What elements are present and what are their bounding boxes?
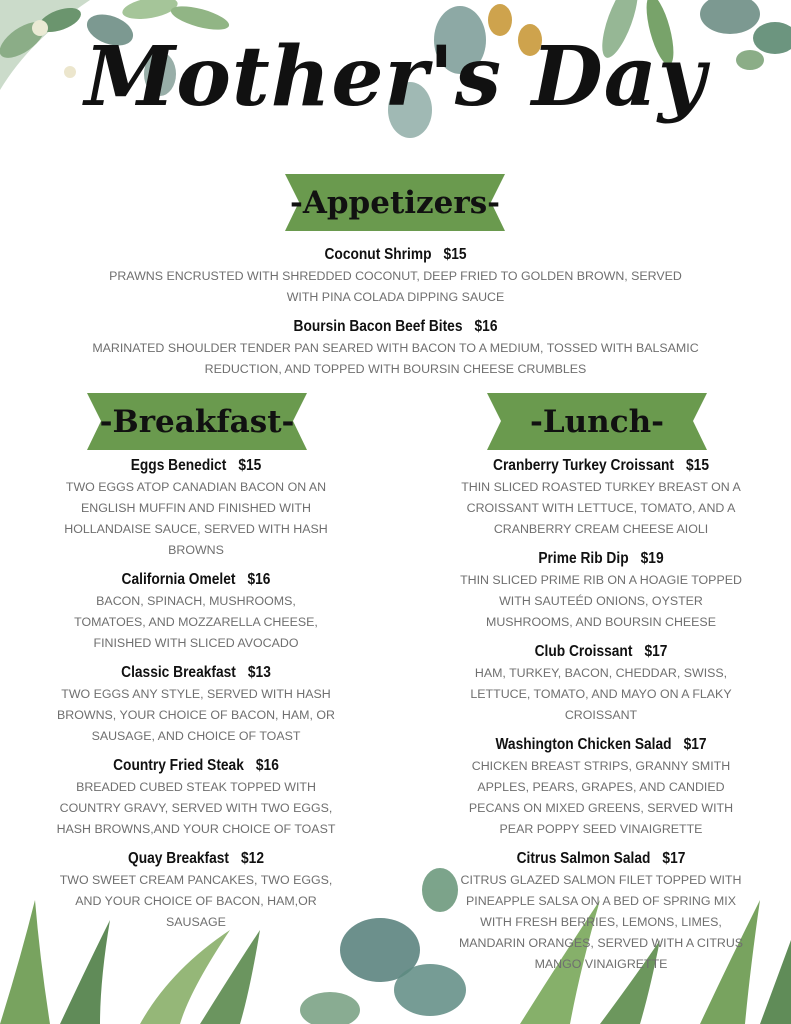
item-price: $15 [443, 246, 467, 263]
menu-item [56, 662, 336, 747]
menu-item [456, 548, 746, 633]
item-description: CITRUS GLAZED SALMON FILET TOPPED WITH PINEAPPLE SALSA ON A BED OF SPRING MIX WITH FRESH BERRIES, LEMONS, LIMES, MANDARIN ORANGES, SERVED WITH A CITRUS MANGO VINAIGRETTE [458, 873, 744, 971]
item-description: THIN SLICED PRIME RIB ON A HOAGIE TOPPED WITH SAUTEÉD ONIONS, OYSTER MUSHROOMS, AND BOURSIN CHEESE [460, 573, 742, 629]
menu-item [456, 641, 746, 726]
item-price: $15 [686, 457, 709, 474]
breakfast-heading: -Breakfast- [99, 403, 295, 440]
item-price: $12 [241, 850, 264, 867]
item-description: TWO EGGS ATOP CANADIAN BACON ON AN ENGLISH MUFFIN AND FINISHED WITH HOLLANDAISE SAUCE, SERVED WITH HASH BROWNS [64, 480, 328, 557]
item-name: Quay Breakfast [128, 850, 229, 867]
appetizers-banner [285, 174, 505, 231]
item-price: $16 [255, 757, 279, 774]
menu-item [56, 755, 336, 840]
menu-item [56, 569, 336, 654]
lunch-banner [487, 393, 707, 450]
appetizers-heading: -Appetizers- [289, 184, 501, 221]
item-price: $16 [247, 571, 271, 588]
lunch-heading: -Lunch- [529, 403, 665, 440]
item-name: Club Croissant [534, 643, 633, 660]
item-description: BREADED CUBED STEAK TOPPED WITH COUNTRY GRAVY, SERVED WITH TWO EGGS, HASH BROWNS,AND YOUR CHOICE OF TOAST [56, 780, 336, 836]
item-name: Boursin Bacon Beef Bites [293, 318, 463, 335]
item-price: $17 [644, 643, 668, 660]
item-description: TWO EGGS ANY STYLE, SERVED WITH HASH BROWNS, YOUR CHOICE OF BACON, HAM, OR SAUSAGE, AND CHOICE OF TOAST [57, 687, 335, 743]
breakfast-section [56, 455, 336, 933]
menu-item [456, 848, 746, 975]
lunch-section [456, 455, 746, 975]
item-description: THIN SLICED ROASTED TURKEY BREAST ON A CROISSANT WITH LETTUCE, TOMATO, AND A CRANBERRY CREAM CHEESE AIOLI [461, 480, 741, 536]
item-description: HAM, TURKEY, BACON, CHEDDAR, SWISS, LETTUCE, TOMATO, AND MAYO ON A FLAKY CROISSANT [470, 666, 732, 722]
item-name: Eggs Benedict [130, 457, 227, 474]
item-price: $19 [640, 550, 664, 567]
item-description: BACON, SPINACH, MUSHROOMS, TOMATOES, AND MOZZARELLA CHEESE, FINISHED WITH SLICED AVOCADO [74, 594, 318, 650]
page-title: Mother's Day [84, 29, 707, 125]
item-description: CHICKEN BREAST STRIPS, GRANNY SMITH APPLES, PEARS, GRAPES, AND CANDIED PECANS ON MIXED GREENS, SERVED WITH PEAR POPPY SEED VINAIGRETTE [468, 759, 734, 836]
item-name: Cranberry Turkey Croissant [493, 457, 674, 474]
item-name: Classic Breakfast [121, 664, 236, 681]
item-price: $17 [683, 736, 707, 753]
item-price: $17 [662, 850, 686, 867]
item-description: PRAWNS ENCRUSTED WITH SHREDDED COCONUT, DEEP FRIED TO GOLDEN BROWN, SERVED WITH PINA COLADA DIPPING SAUCE [109, 269, 682, 304]
item-name: California Omelet [121, 571, 236, 588]
item-price: $13 [247, 664, 271, 681]
item-price: $16 [474, 318, 498, 335]
item-description: MARINATED SHOULDER TENDER PAN SEARED WITH BACON TO A MEDIUM, TOSSED WITH BALSAMIC REDUCTION, AND TOPPED WITH BOURSIN CHEESE CRUMBLES [92, 341, 699, 376]
menu-item [80, 316, 711, 380]
item-description: TWO SWEET CREAM PANCAKES, TWO EGGS, AND YOUR CHOICE OF BACON, HAM,OR SAUSAGE [59, 873, 333, 929]
item-name: Washington Chicken Salad [495, 736, 672, 753]
menu-item [456, 734, 746, 840]
menu-item [56, 455, 336, 561]
item-price: $15 [238, 457, 262, 474]
item-name: Country Fried Steak [113, 757, 244, 774]
item-name: Citrus Salmon Salad [516, 850, 651, 867]
appetizers-section [80, 244, 711, 380]
menu-item [456, 455, 746, 540]
item-name: Coconut Shrimp [324, 246, 432, 263]
menu-item [56, 848, 336, 933]
item-name: Prime Rib Dip [538, 550, 629, 567]
breakfast-banner [87, 393, 307, 450]
menu-item [80, 244, 711, 308]
